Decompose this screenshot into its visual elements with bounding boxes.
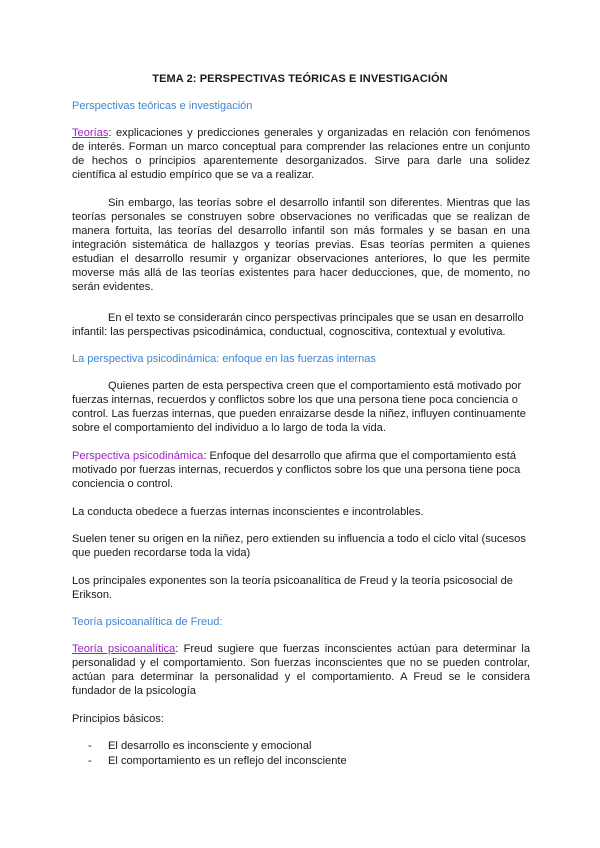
- term-teorias: Teorías: [72, 127, 109, 139]
- section-heading-freud: Teoría psicoanalítica de Freud:: [72, 616, 223, 628]
- bullet-marker: -: [88, 755, 92, 767]
- principles-label: Principios básicos:: [72, 713, 164, 725]
- paragraph-conducta: La conducta obedece a fuerzas internas inconscientes e incontrolables.: [72, 506, 424, 518]
- paragraph-exponentes: Los principales exponentes son la teoría psicoanalítica de Freud y la teoría psicosocial de Erikson.: [72, 575, 513, 601]
- definition-text: : Enfoque del desarrollo que afirma que el comportamiento está motivado por fuerzas internas, recuerdos y conflictos sobre los que una persona tiene poca conciencia o control.: [72, 450, 521, 490]
- paragraph-fuerzas-internas: Quienes parten de esta perspectiva creen que el comportamiento está motivado por fuerzas internas, recuerdos y conflictos sobre los que una persona tiene poca conciencia o control. Las fuerzas internas, que pueden enraizarse desde la niñez, influyen continuamente sobre el comportamiento del individuo a lo largo de toda la vida.: [72, 380, 526, 434]
- term-teoria-psicoanalitica: Teoría psicoanalítica: [72, 643, 176, 655]
- list-item: [88, 739, 347, 754]
- document-title: TEMA 2: PERSPECTIVAS TEÓRICAS E INVESTIGACIÓN: [152, 73, 448, 85]
- definition-text: : explicaciones y predicciones generales y organizadas en relación con fenómenos de interés. Forman un marco conceptual para comprender las relaciones entre un conjunto de hechos o principios aparentemente desorganizados. Sirve para darle una solidez científica al estudio empírico que se va a realizar.: [72, 127, 530, 181]
- paragraph-cinco-perspectivas: En el texto se considerarán cinco perspectivas principales que se usan en desarrollo infantil: las perspectivas psicodinámica, conductual, cognoscitiva, contextual y evolutiva.: [72, 312, 524, 338]
- bullet-marker: -: [88, 740, 92, 752]
- list-item-text: El comportamiento es un reflejo del inconsciente: [108, 755, 347, 767]
- section-heading-psicodinamica: La perspectiva psicodinámica: enfoque en las fuerzas internas: [72, 353, 376, 365]
- section-heading-perspectivas: Perspectivas teóricas e investigación: [72, 100, 253, 112]
- paragraph-teorias-definition: [72, 126, 530, 182]
- list-item-text: El desarrollo es inconsciente y emocional: [108, 740, 312, 752]
- definition-text: : Freud sugiere que fuerzas inconscientes actúan para determinar la personalidad y el comportamiento. Son fuerzas inconscientes que no se pueden controlar, actúan para determinar la personalidad y el comportamiento. A Freud se le considera fundador de la psicología: [72, 643, 530, 697]
- paragraph-teorias-desarrollo: Sin embargo, las teorías sobre el desarrollo infantil son diferentes. Mientras que las teorías personales se construyen sobre observaciones no verificadas que se realizan de manera fortuita, las teorías del desarrollo infantil son más formales y se basan en una integración sistemática de hallazgos y teorías previas. Esas teorías permiten a quienes estudian el desarrollo resumir y organizar observaciones anteriores, lo que les permite moverse más allá de las teorías existentes para hacer deducciones, que, de momento, no serán evidentes.: [72, 197, 530, 293]
- paragraph-psicodinamica-definition: [72, 449, 530, 491]
- list-item: [88, 754, 347, 769]
- term-perspectiva-psicodinamica: Perspectiva psicodinámica: [72, 450, 204, 462]
- principles-list: [88, 739, 347, 769]
- paragraph-teoria-psicoanalitica: [72, 642, 530, 698]
- paragraph-origen-ninez: Suelen tener su origen en la niñez, pero extienden su influencia a todo el ciclo vital (sucesos que pueden recordarse toda la vida): [72, 533, 526, 559]
